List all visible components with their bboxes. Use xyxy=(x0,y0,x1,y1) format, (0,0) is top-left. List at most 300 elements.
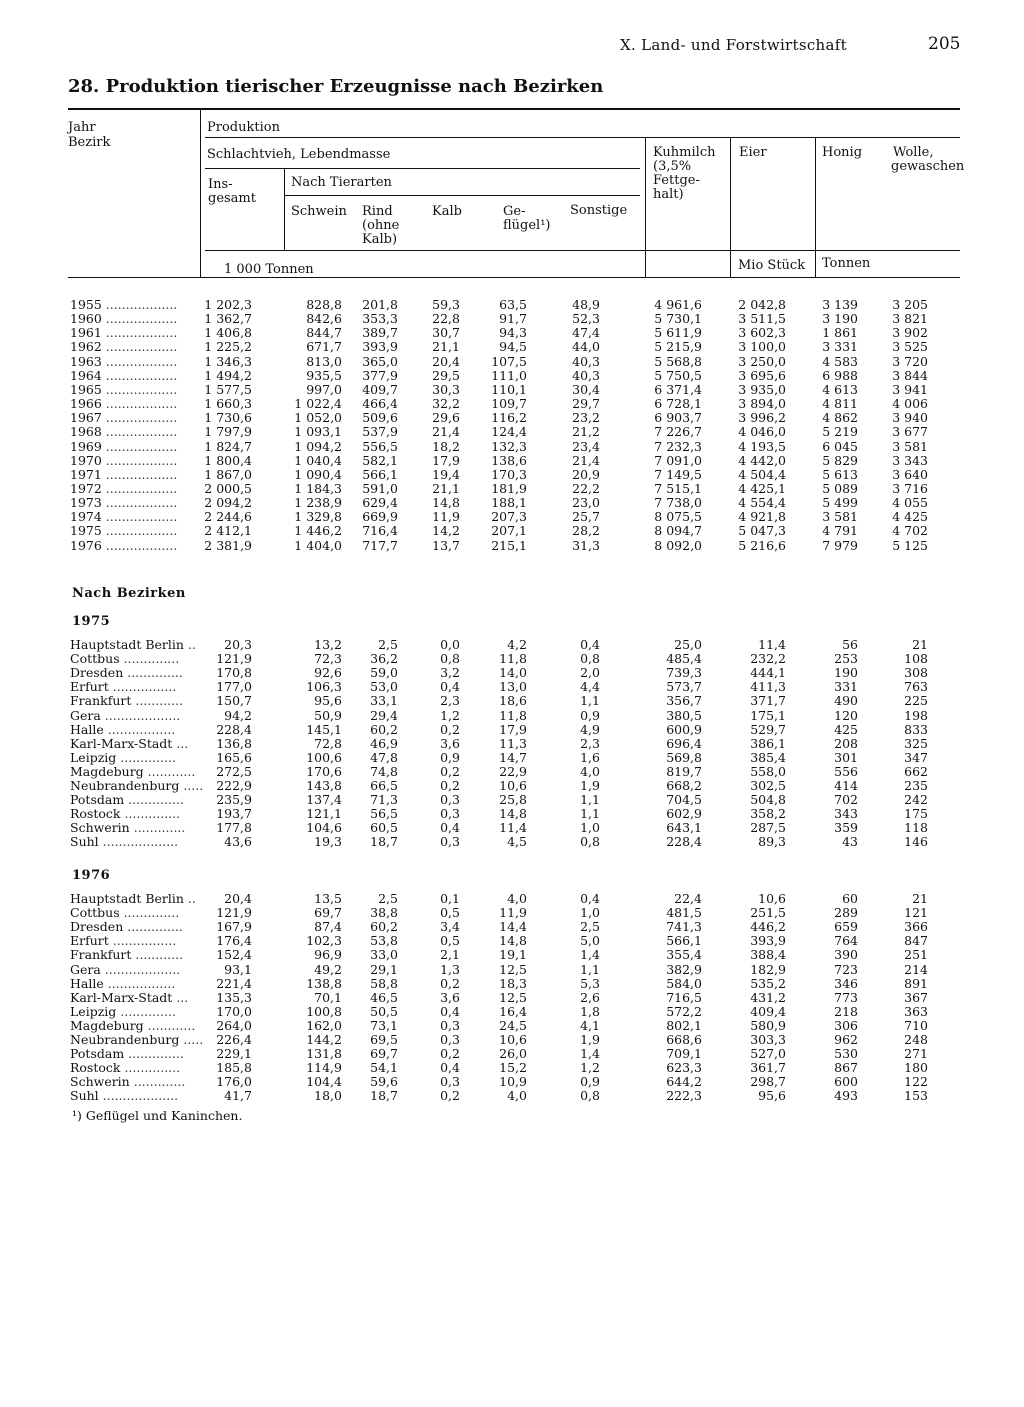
row-label-text: Dresden xyxy=(70,665,124,681)
cell-col-10: 3 640 xyxy=(892,466,928,482)
cell-col-3: 33,1 xyxy=(370,693,398,709)
cell-col-4: 3,4 xyxy=(440,919,460,935)
cell-col-2: 145,1 xyxy=(306,721,342,737)
header-gefluegel-1: Ge- xyxy=(503,204,526,219)
cell-col-5: 109,7 xyxy=(491,396,527,412)
top-rule xyxy=(68,108,960,110)
cell-col-10: 122 xyxy=(904,1074,928,1090)
table-row xyxy=(0,355,1024,369)
cell-col-1: 1 730,6 xyxy=(204,410,252,426)
cell-col-6: 4,1 xyxy=(580,1017,600,1033)
cell-col-9: 6 045 xyxy=(822,438,858,454)
leader-dots: .............. xyxy=(123,919,183,935)
row-label xyxy=(70,751,176,765)
header-rule-schlachtvieh xyxy=(205,137,960,138)
row-label xyxy=(70,920,183,934)
cell-col-5: 94,5 xyxy=(499,339,527,355)
cell-col-7: 668,2 xyxy=(666,778,702,793)
cell-col-1: 41,7 xyxy=(224,1088,252,1104)
cell-col-1: 2 094,2 xyxy=(204,495,252,511)
row-label-text: Halle xyxy=(70,721,104,737)
header-kuhmilch-2: (3,5% xyxy=(653,159,692,174)
cell-col-6: 2,5 xyxy=(580,919,600,935)
leader-dots: .............. xyxy=(120,1060,181,1076)
cell-col-6: 47,4 xyxy=(572,325,600,341)
cell-col-5: 207,3 xyxy=(491,509,527,525)
cell-col-6: 48,9 xyxy=(572,297,600,312)
cell-col-8: 535,2 xyxy=(750,975,786,991)
cell-col-3: 66,5 xyxy=(370,778,398,793)
cell-col-2: 19,3 xyxy=(314,834,342,850)
cell-col-8: 358,2 xyxy=(750,806,786,822)
row-label xyxy=(70,312,177,326)
cell-col-7: 696,4 xyxy=(666,735,702,751)
cell-col-2: 671,7 xyxy=(306,339,342,355)
cell-col-9: 56 xyxy=(842,637,858,652)
cell-col-2: 87,4 xyxy=(314,919,342,935)
header-rule-tierarten xyxy=(205,168,640,169)
cell-col-9: 1 861 xyxy=(822,325,858,341)
row-label xyxy=(70,807,180,821)
cell-col-2: 13,2 xyxy=(314,637,342,652)
row-label xyxy=(70,1019,195,1033)
cell-col-1: 1 800,4 xyxy=(204,452,252,468)
cell-col-4: 30,3 xyxy=(432,381,460,397)
table-row xyxy=(0,340,1024,354)
cell-col-10: 847 xyxy=(904,933,928,949)
table-row xyxy=(0,934,1024,948)
row-label-text: 1964 xyxy=(70,367,102,383)
leader-dots: ................. xyxy=(103,975,176,991)
cell-col-2: 72,8 xyxy=(314,735,342,751)
cell-col-6: 1,9 xyxy=(580,1032,600,1047)
cell-col-8: 3 996,2 xyxy=(738,410,786,426)
row-label-text: Dresden xyxy=(70,919,124,935)
cell-col-4: 29,5 xyxy=(432,367,460,383)
cell-col-9: 331 xyxy=(834,679,858,695)
cell-col-10: 153 xyxy=(904,1088,928,1104)
cell-col-5: 116,2 xyxy=(491,410,527,426)
cell-col-3: 591,0 xyxy=(362,480,398,496)
cell-col-5: 24,5 xyxy=(499,1017,527,1033)
section-nach-bezirken: Nach Bezirken xyxy=(72,586,186,601)
cell-col-1: 1 660,3 xyxy=(204,396,252,412)
cell-col-5: 107,5 xyxy=(491,353,527,369)
row-label-text: Erfurt xyxy=(70,933,109,949)
row-label xyxy=(70,1005,176,1019)
cell-col-7: 572,2 xyxy=(666,1003,702,1019)
cell-col-9: 600 xyxy=(834,1074,858,1090)
cell-col-4: 0,2 xyxy=(440,975,460,991)
header-jahr: Jahr xyxy=(68,120,96,135)
leader-dots: .................. xyxy=(101,353,178,369)
cell-col-5: 10,6 xyxy=(499,1032,527,1047)
cell-col-5: 14,4 xyxy=(499,919,527,935)
cell-col-2: 1 052,0 xyxy=(294,410,342,426)
cell-col-8: 3 250,0 xyxy=(738,353,786,369)
table-row xyxy=(0,1005,1024,1019)
cell-col-5: 22,9 xyxy=(499,763,527,779)
cell-col-3: 74,8 xyxy=(370,763,398,779)
cell-col-5: 4,0 xyxy=(507,1088,527,1104)
cell-col-2: 1 404,0 xyxy=(294,537,342,553)
cell-col-5: 170,3 xyxy=(491,466,527,482)
cell-col-3: 409,7 xyxy=(362,381,398,397)
leader-dots: .. xyxy=(183,637,196,652)
cell-col-5: 181,9 xyxy=(491,480,527,496)
cell-col-2: 828,8 xyxy=(306,297,342,312)
cell-col-10: 3 821 xyxy=(892,311,928,327)
table-row xyxy=(0,723,1024,737)
cell-col-4: 0,2 xyxy=(440,778,460,793)
cell-col-3: 60,2 xyxy=(370,919,398,935)
cell-col-9: 218 xyxy=(834,1003,858,1019)
cell-col-5: 110,1 xyxy=(491,381,527,397)
cell-col-3: 56,5 xyxy=(370,806,398,822)
cell-col-1: 222,9 xyxy=(216,778,252,793)
cell-col-6: 30,4 xyxy=(572,381,600,397)
cell-col-8: 3 894,0 xyxy=(738,396,786,412)
cell-col-4: 14,8 xyxy=(432,495,460,511)
cell-col-10: 3 677 xyxy=(892,424,928,440)
cell-col-6: 0,4 xyxy=(580,891,600,906)
leader-dots: ................... xyxy=(98,1088,179,1104)
table-row xyxy=(0,1033,1024,1047)
cell-col-3: 582,1 xyxy=(362,452,398,468)
cell-col-1: 1 202,3 xyxy=(204,297,252,312)
row-label-text: 1967 xyxy=(70,410,102,426)
cell-col-2: 102,3 xyxy=(306,933,342,949)
cell-col-7: 7 091,0 xyxy=(654,452,702,468)
cell-col-3: 2,5 xyxy=(378,637,398,652)
cell-col-8: 580,9 xyxy=(750,1017,786,1033)
row-label xyxy=(70,355,177,369)
row-label-text: 1955 xyxy=(70,297,102,312)
cell-col-9: 4 791 xyxy=(822,523,858,539)
unit-tonnen: Tonnen xyxy=(822,256,871,271)
cell-col-2: 1 238,9 xyxy=(294,495,342,511)
table-row xyxy=(0,524,1024,538)
row-label-text: 1961 xyxy=(70,325,102,341)
table-row xyxy=(0,793,1024,807)
header-eier: Eier xyxy=(739,145,767,160)
table-row xyxy=(0,977,1024,991)
cell-col-4: 0,3 xyxy=(440,834,460,850)
cell-col-4: 0,4 xyxy=(440,820,460,836)
cell-col-8: 232,2 xyxy=(750,651,786,667)
leader-dots: .................. xyxy=(101,381,178,397)
cell-col-7: 7 232,3 xyxy=(654,438,702,454)
cell-col-8: 431,2 xyxy=(750,989,786,1005)
cell-col-6: 0,9 xyxy=(580,1074,600,1090)
cell-col-4: 19,4 xyxy=(432,466,460,482)
cell-col-8: 4 504,4 xyxy=(738,466,786,482)
row-label-text: Gera xyxy=(70,707,101,723)
cell-col-5: 14,8 xyxy=(499,806,527,822)
cell-col-1: 193,7 xyxy=(216,806,252,822)
cell-col-6: 5,3 xyxy=(580,975,600,991)
cell-col-10: 366 xyxy=(904,919,928,935)
cell-col-3: 2,5 xyxy=(378,891,398,906)
cell-col-5: 10,6 xyxy=(499,778,527,793)
cell-col-8: 386,1 xyxy=(750,735,786,751)
cell-col-7: 356,7 xyxy=(666,693,702,709)
cell-col-9: 490 xyxy=(834,693,858,709)
cell-col-6: 28,2 xyxy=(572,523,600,539)
row-label xyxy=(70,1089,178,1103)
cell-col-2: 1 022,4 xyxy=(294,396,342,412)
table-row xyxy=(0,835,1024,849)
cell-col-5: 15,2 xyxy=(499,1060,527,1076)
row-label-text: Magdeburg xyxy=(70,763,144,779)
leader-dots: .................. xyxy=(101,410,178,426)
row-label xyxy=(70,1061,180,1075)
cell-col-6: 22,2 xyxy=(572,480,600,496)
cell-col-1: 93,1 xyxy=(224,961,252,977)
cell-col-2: 49,2 xyxy=(314,961,342,977)
cell-col-4: 0,2 xyxy=(440,1046,460,1062)
cell-col-10: 367 xyxy=(904,989,928,1005)
cell-col-6: 29,7 xyxy=(572,396,600,412)
cell-col-10: 146 xyxy=(904,834,928,850)
row-label-text: 1963 xyxy=(70,353,102,369)
cell-col-10: 308 xyxy=(904,665,928,681)
cell-col-7: 6 728,1 xyxy=(654,396,702,412)
cell-col-1: 235,9 xyxy=(216,792,252,808)
cell-col-3: 18,7 xyxy=(370,1088,398,1104)
cell-col-4: 3,6 xyxy=(440,735,460,751)
table-row xyxy=(0,694,1024,708)
row-label-text: Leipzig xyxy=(70,1003,117,1019)
cell-col-9: 346 xyxy=(834,975,858,991)
cell-col-8: 3 511,5 xyxy=(738,311,786,327)
table-row xyxy=(0,638,1024,652)
cell-col-10: 347 xyxy=(904,749,928,765)
table-row xyxy=(0,1019,1024,1033)
cell-col-1: 264,0 xyxy=(216,1017,252,1033)
cell-col-1: 185,8 xyxy=(216,1060,252,1076)
leader-dots: ................... xyxy=(100,707,181,723)
header-ins: Ins- xyxy=(208,177,233,192)
cell-col-5: 11,3 xyxy=(499,735,527,751)
cell-col-9: 5 829 xyxy=(822,452,858,468)
footnote: ¹) Geflügel und Kaninchen. xyxy=(72,1108,243,1123)
row-label xyxy=(70,666,183,680)
cell-col-10: 108 xyxy=(904,651,928,667)
header-honig: Honig xyxy=(822,145,863,160)
cell-col-3: 629,4 xyxy=(362,495,398,511)
table-row xyxy=(0,807,1024,821)
cell-col-8: 11,4 xyxy=(758,637,786,652)
header-sonstige: Sonstige xyxy=(570,203,628,218)
cell-col-6: 4,0 xyxy=(580,763,600,779)
cell-col-1: 94,2 xyxy=(224,707,252,723)
table-row xyxy=(0,496,1024,510)
table-row xyxy=(0,652,1024,666)
cell-col-2: 13,5 xyxy=(314,891,342,906)
table-row xyxy=(0,666,1024,680)
row-label-text: 1960 xyxy=(70,311,102,327)
cell-col-10: 833 xyxy=(904,721,928,737)
cell-col-3: 509,6 xyxy=(362,410,398,426)
row-label-text: 1962 xyxy=(70,339,102,355)
leader-dots: .................. xyxy=(101,523,178,539)
cell-col-7: 644,2 xyxy=(666,1074,702,1090)
cell-col-8: 3 602,3 xyxy=(738,325,786,341)
cell-col-9: 7 979 xyxy=(822,537,858,553)
row-label xyxy=(70,298,177,312)
cell-col-9: 5 499 xyxy=(822,495,858,511)
cell-col-10: 5 125 xyxy=(892,537,928,553)
cell-col-2: 131,8 xyxy=(306,1046,342,1062)
cell-col-9: 390 xyxy=(834,947,858,963)
row-label-text: Halle xyxy=(70,975,104,991)
cell-col-3: 46,9 xyxy=(370,735,398,751)
cell-col-4: 2,3 xyxy=(440,693,460,709)
cell-col-7: 600,9 xyxy=(666,721,702,737)
cell-col-10: 3 581 xyxy=(892,438,928,454)
cell-col-10: 4 006 xyxy=(892,396,928,412)
cell-col-8: 446,2 xyxy=(750,919,786,935)
row-label xyxy=(70,892,196,906)
cell-col-4: 0,4 xyxy=(440,1003,460,1019)
cell-col-5: 124,4 xyxy=(491,424,527,440)
cell-col-5: 111,0 xyxy=(491,367,527,383)
cell-col-4: 0,9 xyxy=(440,749,460,765)
row-label xyxy=(70,1033,203,1047)
cell-col-7: 8 094,7 xyxy=(654,523,702,539)
cell-col-3: 38,8 xyxy=(370,905,398,921)
cell-col-6: 1,6 xyxy=(580,749,600,765)
row-label-text: 1970 xyxy=(70,452,102,468)
table-row xyxy=(0,991,1024,1005)
cell-col-5: 12,5 xyxy=(499,961,527,977)
cell-col-10: 4 702 xyxy=(892,523,928,539)
cell-col-2: 100,6 xyxy=(306,749,342,765)
cell-col-7: 573,7 xyxy=(666,679,702,695)
cell-col-8: 527,0 xyxy=(750,1046,786,1062)
row-label xyxy=(70,779,203,793)
cell-col-8: 10,6 xyxy=(758,891,786,906)
cell-col-7: 7 149,5 xyxy=(654,466,702,482)
cell-col-7: 7 738,0 xyxy=(654,495,702,511)
leader-dots: .............. xyxy=(116,1003,176,1019)
cell-col-9: 723 xyxy=(834,961,858,977)
cell-col-3: 669,9 xyxy=(362,509,398,525)
cell-col-6: 0,8 xyxy=(580,1088,600,1104)
leader-dots: .................. xyxy=(101,396,178,412)
row-label-text: 1973 xyxy=(70,495,102,511)
header-wolle-1: Wolle, xyxy=(893,145,934,160)
leader-dots: .............. xyxy=(116,749,176,765)
cell-col-6: 2,3 xyxy=(580,735,600,751)
cell-col-5: 63,5 xyxy=(499,297,527,312)
cell-col-3: 60,2 xyxy=(370,721,398,737)
row-label xyxy=(70,652,179,666)
leader-dots: ................... xyxy=(100,961,181,977)
cell-col-2: 813,0 xyxy=(306,353,342,369)
cell-col-9: 208 xyxy=(834,735,858,751)
table-row xyxy=(0,709,1024,723)
cell-col-3: 377,9 xyxy=(362,367,398,383)
table-row xyxy=(0,1047,1024,1061)
row-label xyxy=(70,991,188,1005)
row-label-text: Gera xyxy=(70,961,101,977)
leader-dots: .................. xyxy=(101,297,178,312)
cell-col-10: 3 720 xyxy=(892,353,928,369)
cell-col-5: 13,0 xyxy=(499,679,527,695)
leader-dots: .................. xyxy=(101,438,178,454)
cell-col-7: 481,5 xyxy=(666,905,702,921)
row-label xyxy=(70,383,177,397)
row-label xyxy=(70,638,196,652)
header-divider-ins xyxy=(284,168,285,250)
row-label-text: Hauptstadt Berlin xyxy=(70,637,184,652)
cell-col-5: 11,8 xyxy=(499,707,527,723)
cell-col-8: 371,7 xyxy=(750,693,786,709)
cell-col-9: 3 139 xyxy=(822,297,858,312)
cell-col-6: 25,7 xyxy=(572,509,600,525)
cell-col-2: 69,7 xyxy=(314,905,342,921)
table-row xyxy=(0,751,1024,765)
header-divider-eier xyxy=(730,137,731,277)
cell-col-9: 60 xyxy=(842,891,858,906)
cell-col-10: 662 xyxy=(904,763,928,779)
header-rind-2: (ohne xyxy=(362,218,400,233)
cell-col-3: 71,3 xyxy=(370,792,398,808)
cell-col-6: 40,3 xyxy=(572,367,600,383)
table-row xyxy=(0,680,1024,694)
cell-col-7: 8 075,5 xyxy=(654,509,702,525)
row-label xyxy=(70,963,180,977)
cell-col-8: 5 216,6 xyxy=(738,537,786,553)
cell-col-10: 118 xyxy=(904,820,928,836)
row-label-text: 1975 xyxy=(70,523,102,539)
cell-col-10: 4 055 xyxy=(892,495,928,511)
cell-col-7: 6 903,7 xyxy=(654,410,702,426)
cell-col-8: 3 695,6 xyxy=(738,367,786,383)
cell-col-4: 0,4 xyxy=(440,679,460,695)
cell-col-10: 891 xyxy=(904,975,928,991)
cell-col-7: 5 730,1 xyxy=(654,311,702,327)
cell-col-4: 0,3 xyxy=(440,1017,460,1033)
cell-col-10: 710 xyxy=(904,1017,928,1033)
cell-col-3: 59,0 xyxy=(370,665,398,681)
cell-col-9: 253 xyxy=(834,651,858,667)
cell-col-7: 22,4 xyxy=(674,891,702,906)
cell-col-5: 188,1 xyxy=(491,495,527,511)
cell-col-6: 31,3 xyxy=(572,537,600,553)
cell-col-10: 3 205 xyxy=(892,297,928,312)
leader-dots: ..... xyxy=(179,778,204,793)
table-row xyxy=(0,411,1024,425)
cell-col-2: 1 090,4 xyxy=(294,466,342,482)
cell-col-8: 409,4 xyxy=(750,1003,786,1019)
cell-col-2: 70,1 xyxy=(314,989,342,1005)
cell-col-5: 11,8 xyxy=(499,651,527,667)
cell-col-4: 1,2 xyxy=(440,707,460,723)
cell-col-1: 176,0 xyxy=(216,1074,252,1090)
cell-col-7: 643,1 xyxy=(666,820,702,836)
leader-dots: .................. xyxy=(101,325,178,341)
row-label-text: 1976 xyxy=(70,537,102,553)
cell-col-1: 43,6 xyxy=(224,834,252,850)
cell-col-9: 530 xyxy=(834,1046,858,1062)
cell-col-6: 4,4 xyxy=(580,679,600,695)
cell-col-9: 425 xyxy=(834,721,858,737)
cell-col-4: 0,0 xyxy=(440,637,460,652)
cell-col-7: 709,1 xyxy=(666,1046,702,1062)
